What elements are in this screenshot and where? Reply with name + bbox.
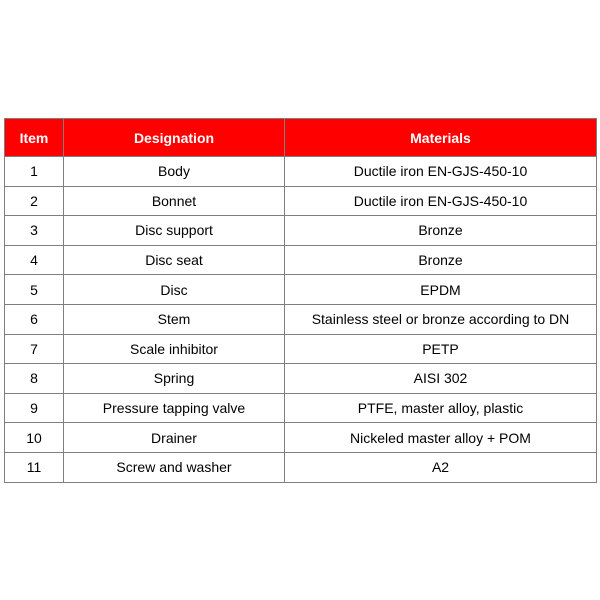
table-row	[5, 334, 597, 364]
designation: Pressure tapping valve	[64, 393, 285, 423]
materials-table	[4, 118, 597, 483]
material: PTFE, master alloy, plastic	[285, 393, 597, 423]
header-row	[5, 119, 597, 157]
designation: Body	[64, 157, 285, 187]
table-row	[5, 423, 597, 453]
header-item: Item	[5, 119, 64, 157]
item-number: 10	[5, 423, 64, 453]
header-designation: Designation	[64, 119, 285, 157]
designation: Drainer	[64, 423, 285, 453]
item-number: 1	[5, 157, 64, 187]
table-row	[5, 216, 597, 246]
material: Bronze	[285, 245, 597, 275]
table-row	[5, 245, 597, 275]
designation: Bonnet	[64, 186, 285, 216]
table-header	[5, 119, 597, 157]
item-number: 3	[5, 216, 64, 246]
designation: Screw and washer	[64, 452, 285, 482]
item-number: 4	[5, 245, 64, 275]
item-number: 9	[5, 393, 64, 423]
item-number: 2	[5, 186, 64, 216]
designation: Stem	[64, 304, 285, 334]
table-row	[5, 364, 597, 394]
item-number: 7	[5, 334, 64, 364]
designation: Disc support	[64, 216, 285, 246]
material: Bronze	[285, 216, 597, 246]
table-row	[5, 186, 597, 216]
table-row	[5, 304, 597, 334]
designation: Scale inhibitor	[64, 334, 285, 364]
material: AISI 302	[285, 364, 597, 394]
item-number: 11	[5, 452, 64, 482]
designation: Disc	[64, 275, 285, 305]
material: Ductile iron EN-GJS-450-10	[285, 186, 597, 216]
table-row	[5, 275, 597, 305]
material: Ductile iron EN-GJS-450-10	[285, 157, 597, 187]
material: Nickeled master alloy + POM	[285, 423, 597, 453]
header-materials: Materials	[285, 119, 597, 157]
table-body	[5, 157, 597, 483]
material: PETP	[285, 334, 597, 364]
table-row	[5, 452, 597, 482]
material: EPDM	[285, 275, 597, 305]
item-number: 8	[5, 364, 64, 394]
designation: Spring	[64, 364, 285, 394]
material: A2	[285, 452, 597, 482]
table-row	[5, 393, 597, 423]
table-row	[5, 157, 597, 187]
item-number: 6	[5, 304, 64, 334]
material: Stainless steel or bronze according to DN	[285, 304, 597, 334]
designation: Disc seat	[64, 245, 285, 275]
item-number: 5	[5, 275, 64, 305]
